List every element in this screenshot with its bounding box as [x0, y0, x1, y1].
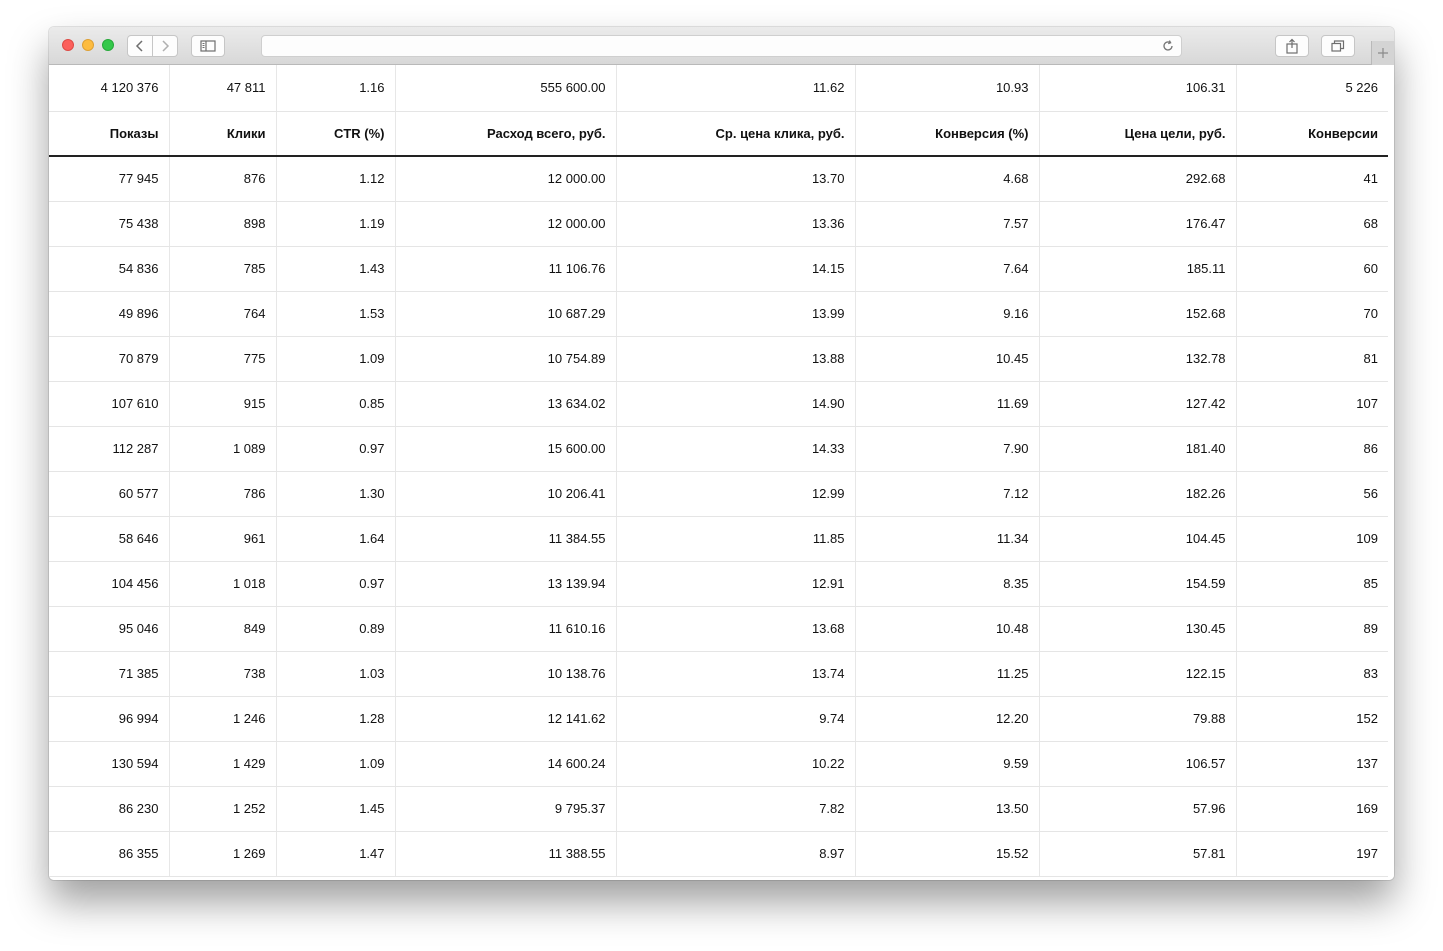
- table-cell: 68: [1236, 201, 1388, 246]
- table-cell: 10 754.89: [395, 336, 616, 381]
- table-cell: 915: [169, 381, 276, 426]
- total-cell: 47 811: [169, 65, 276, 111]
- table-row: [49, 651, 1388, 696]
- table-cell: 11 384.55: [395, 516, 616, 561]
- table-cell: 13.74: [616, 651, 855, 696]
- table-cell: 14.15: [616, 246, 855, 291]
- table-cell: 137: [1236, 741, 1388, 786]
- table-cell: 10 138.76: [395, 651, 616, 696]
- table-cell: 1 246: [169, 696, 276, 741]
- table-cell: 10.45: [855, 336, 1039, 381]
- sidebar-icon: [200, 40, 216, 52]
- table-cell: 107 610: [49, 381, 169, 426]
- table-cell: 109: [1236, 516, 1388, 561]
- table-row: [49, 606, 1388, 651]
- column-header-total-spend[interactable]: Расход всего, руб.: [395, 111, 616, 156]
- table-cell: 0.89: [276, 606, 395, 651]
- table-cell: 13 634.02: [395, 381, 616, 426]
- minimize-window-button[interactable]: [82, 39, 94, 51]
- total-cell: 4 120 376: [49, 65, 169, 111]
- table-cell: 1 252: [169, 786, 276, 831]
- table-cell: 9.74: [616, 696, 855, 741]
- table-cell: 71 385: [49, 651, 169, 696]
- total-cell: 1.16: [276, 65, 395, 111]
- table-cell: 197: [1236, 831, 1388, 876]
- table-cell: 10 206.41: [395, 471, 616, 516]
- table-cell: 1.03: [276, 651, 395, 696]
- table-cell: 1.43: [276, 246, 395, 291]
- statistics-table: [49, 65, 1388, 877]
- table-cell: 13.99: [616, 291, 855, 336]
- table-cell: 775: [169, 336, 276, 381]
- table-cell: 12.91: [616, 561, 855, 606]
- table-cell: 169: [1236, 786, 1388, 831]
- table-cell: 127.42: [1039, 381, 1236, 426]
- table-cell: 182.26: [1039, 471, 1236, 516]
- table-cell: 49 896: [49, 291, 169, 336]
- table-cell: 70: [1236, 291, 1388, 336]
- table-cell: 14.33: [616, 426, 855, 471]
- table-cell: 1 018: [169, 561, 276, 606]
- navigation-buttons: [127, 35, 178, 57]
- table-cell: 1.28: [276, 696, 395, 741]
- table-row: [49, 696, 1388, 741]
- table-cell: 1.47: [276, 831, 395, 876]
- tabs-icon: [1331, 40, 1345, 52]
- table-cell: 1 269: [169, 831, 276, 876]
- table-cell: 104.45: [1039, 516, 1236, 561]
- total-cell: 11.62: [616, 65, 855, 111]
- column-header-conversions[interactable]: Конверсии: [1236, 111, 1388, 156]
- table-cell: 70 879: [49, 336, 169, 381]
- table-row: [49, 201, 1388, 246]
- table-row: [49, 336, 1388, 381]
- chevron-right-icon: [160, 39, 170, 53]
- table-cell: 1.19: [276, 201, 395, 246]
- table-row: [49, 741, 1388, 786]
- table-cell: 57.96: [1039, 786, 1236, 831]
- table-cell: 1 429: [169, 741, 276, 786]
- table-cell: 7.90: [855, 426, 1039, 471]
- table-cell: 4.68: [855, 156, 1039, 201]
- table-cell: 961: [169, 516, 276, 561]
- table-cell: 41: [1236, 156, 1388, 201]
- table-cell: 1.64: [276, 516, 395, 561]
- table-cell: 14.90: [616, 381, 855, 426]
- column-header-avg-click-price[interactable]: Ср. цена клика, руб.: [616, 111, 855, 156]
- table-cell: 786: [169, 471, 276, 516]
- table-cell: 83: [1236, 651, 1388, 696]
- table-row: [49, 381, 1388, 426]
- table-row: [49, 561, 1388, 606]
- table-cell: 13.36: [616, 201, 855, 246]
- table-cell: 0.97: [276, 561, 395, 606]
- table-row: [49, 831, 1388, 876]
- share-button[interactable]: [1275, 35, 1309, 57]
- table-cell: 8.35: [855, 561, 1039, 606]
- table-cell: 58 646: [49, 516, 169, 561]
- table-cell: 876: [169, 156, 276, 201]
- table-cell: 112 287: [49, 426, 169, 471]
- table-body: [49, 156, 1388, 876]
- table-row: [49, 516, 1388, 561]
- table-cell: 132.78: [1039, 336, 1236, 381]
- header-row: [49, 111, 1388, 156]
- table-cell: 292.68: [1039, 156, 1236, 201]
- zoom-window-button[interactable]: [102, 39, 114, 51]
- close-window-button[interactable]: [62, 39, 74, 51]
- table-cell: 15 600.00: [395, 426, 616, 471]
- total-cell: 555 600.00: [395, 65, 616, 111]
- table-cell: 107: [1236, 381, 1388, 426]
- table-cell: 57.81: [1039, 831, 1236, 876]
- table-cell: 1.53: [276, 291, 395, 336]
- table-row: [49, 786, 1388, 831]
- table-cell: 85: [1236, 561, 1388, 606]
- back-button[interactable]: [127, 35, 153, 57]
- table-cell: 60: [1236, 246, 1388, 291]
- table-cell: 13.70: [616, 156, 855, 201]
- table-cell: 785: [169, 246, 276, 291]
- table-cell: 15.52: [855, 831, 1039, 876]
- table-cell: 9 795.37: [395, 786, 616, 831]
- table-cell: 11 610.16: [395, 606, 616, 651]
- table-cell: 12.20: [855, 696, 1039, 741]
- table-row: [49, 426, 1388, 471]
- table-cell: 0.85: [276, 381, 395, 426]
- table-cell: 86 355: [49, 831, 169, 876]
- sidebar-button[interactable]: [191, 35, 225, 57]
- table-cell: 10.48: [855, 606, 1039, 651]
- table-cell: 122.15: [1039, 651, 1236, 696]
- table-cell: 176.47: [1039, 201, 1236, 246]
- table-cell: 1.09: [276, 336, 395, 381]
- table-cell: 104 456: [49, 561, 169, 606]
- table-cell: 86: [1236, 426, 1388, 471]
- table-cell: 86 230: [49, 786, 169, 831]
- title-bar: [49, 27, 1394, 65]
- column-header-conversion-rate[interactable]: Конверсия (%): [855, 111, 1039, 156]
- table-cell: 185.11: [1039, 246, 1236, 291]
- table-cell: 1.30: [276, 471, 395, 516]
- table-cell: 898: [169, 201, 276, 246]
- table-cell: 8.97: [616, 831, 855, 876]
- table-cell: 77 945: [49, 156, 169, 201]
- table-cell: 13.88: [616, 336, 855, 381]
- table-cell: 96 994: [49, 696, 169, 741]
- table-cell: 0.97: [276, 426, 395, 471]
- column-header-goal-price[interactable]: Цена цели, руб.: [1039, 111, 1236, 156]
- share-icon: [1285, 38, 1299, 54]
- new-tab-button[interactable]: [1371, 41, 1394, 65]
- table-cell: 13 139.94: [395, 561, 616, 606]
- table-cell: 1 089: [169, 426, 276, 471]
- table-cell: 181.40: [1039, 426, 1236, 471]
- table-cell: 154.59: [1039, 561, 1236, 606]
- table-cell: 12 000.00: [395, 201, 616, 246]
- address-bar[interactable]: [261, 35, 1182, 57]
- page-content: [49, 65, 1394, 880]
- table-cell: 79.88: [1039, 696, 1236, 741]
- table-cell: 1.45: [276, 786, 395, 831]
- show-tabs-button[interactable]: [1321, 35, 1355, 57]
- table-cell: 7.57: [855, 201, 1039, 246]
- table-cell: 9.59: [855, 741, 1039, 786]
- table-cell: 9.16: [855, 291, 1039, 336]
- table-cell: 13.50: [855, 786, 1039, 831]
- forward-button[interactable]: [153, 35, 178, 57]
- table-cell: 130.45: [1039, 606, 1236, 651]
- table-row: [49, 471, 1388, 516]
- total-cell: 5 226: [1236, 65, 1388, 111]
- table-row: [49, 156, 1388, 201]
- table-cell: 106.57: [1039, 741, 1236, 786]
- table-cell: 12.99: [616, 471, 855, 516]
- browser-window: [49, 27, 1394, 880]
- table-row: [49, 291, 1388, 336]
- table-cell: 81: [1236, 336, 1388, 381]
- table-cell: 7.12: [855, 471, 1039, 516]
- reload-icon[interactable]: [1161, 39, 1175, 53]
- table-row: [49, 246, 1388, 291]
- column-header-ctr[interactable]: CTR (%): [276, 111, 395, 156]
- table-cell: 1.09: [276, 741, 395, 786]
- table-cell: 152.68: [1039, 291, 1236, 336]
- table-cell: 1.12: [276, 156, 395, 201]
- table-cell: 54 836: [49, 246, 169, 291]
- table-cell: 7.64: [855, 246, 1039, 291]
- plus-icon: [1377, 47, 1389, 59]
- table-cell: 130 594: [49, 741, 169, 786]
- table-cell: 13.68: [616, 606, 855, 651]
- table-cell: 11 388.55: [395, 831, 616, 876]
- table-cell: 152: [1236, 696, 1388, 741]
- total-cell: 10.93: [855, 65, 1039, 111]
- table-cell: 11.69: [855, 381, 1039, 426]
- table-cell: 12 141.62: [395, 696, 616, 741]
- table-cell: 849: [169, 606, 276, 651]
- table-cell: 10 687.29: [395, 291, 616, 336]
- table-cell: 12 000.00: [395, 156, 616, 201]
- table-cell: 75 438: [49, 201, 169, 246]
- totals-row: [49, 65, 1388, 111]
- total-cell: 106.31: [1039, 65, 1236, 111]
- table-cell: 10.22: [616, 741, 855, 786]
- table-cell: 95 046: [49, 606, 169, 651]
- column-header-clicks[interactable]: Клики: [169, 111, 276, 156]
- table-cell: 56: [1236, 471, 1388, 516]
- table-cell: 738: [169, 651, 276, 696]
- chevron-left-icon: [135, 39, 145, 53]
- table-cell: 60 577: [49, 471, 169, 516]
- table-cell: 11 106.76: [395, 246, 616, 291]
- table-cell: 7.82: [616, 786, 855, 831]
- table-cell: 11.34: [855, 516, 1039, 561]
- table-cell: 11.85: [616, 516, 855, 561]
- table-cell: 764: [169, 291, 276, 336]
- table-cell: 11.25: [855, 651, 1039, 696]
- column-header-impressions[interactable]: Показы: [49, 111, 169, 156]
- table-cell: 14 600.24: [395, 741, 616, 786]
- table-cell: 89: [1236, 606, 1388, 651]
